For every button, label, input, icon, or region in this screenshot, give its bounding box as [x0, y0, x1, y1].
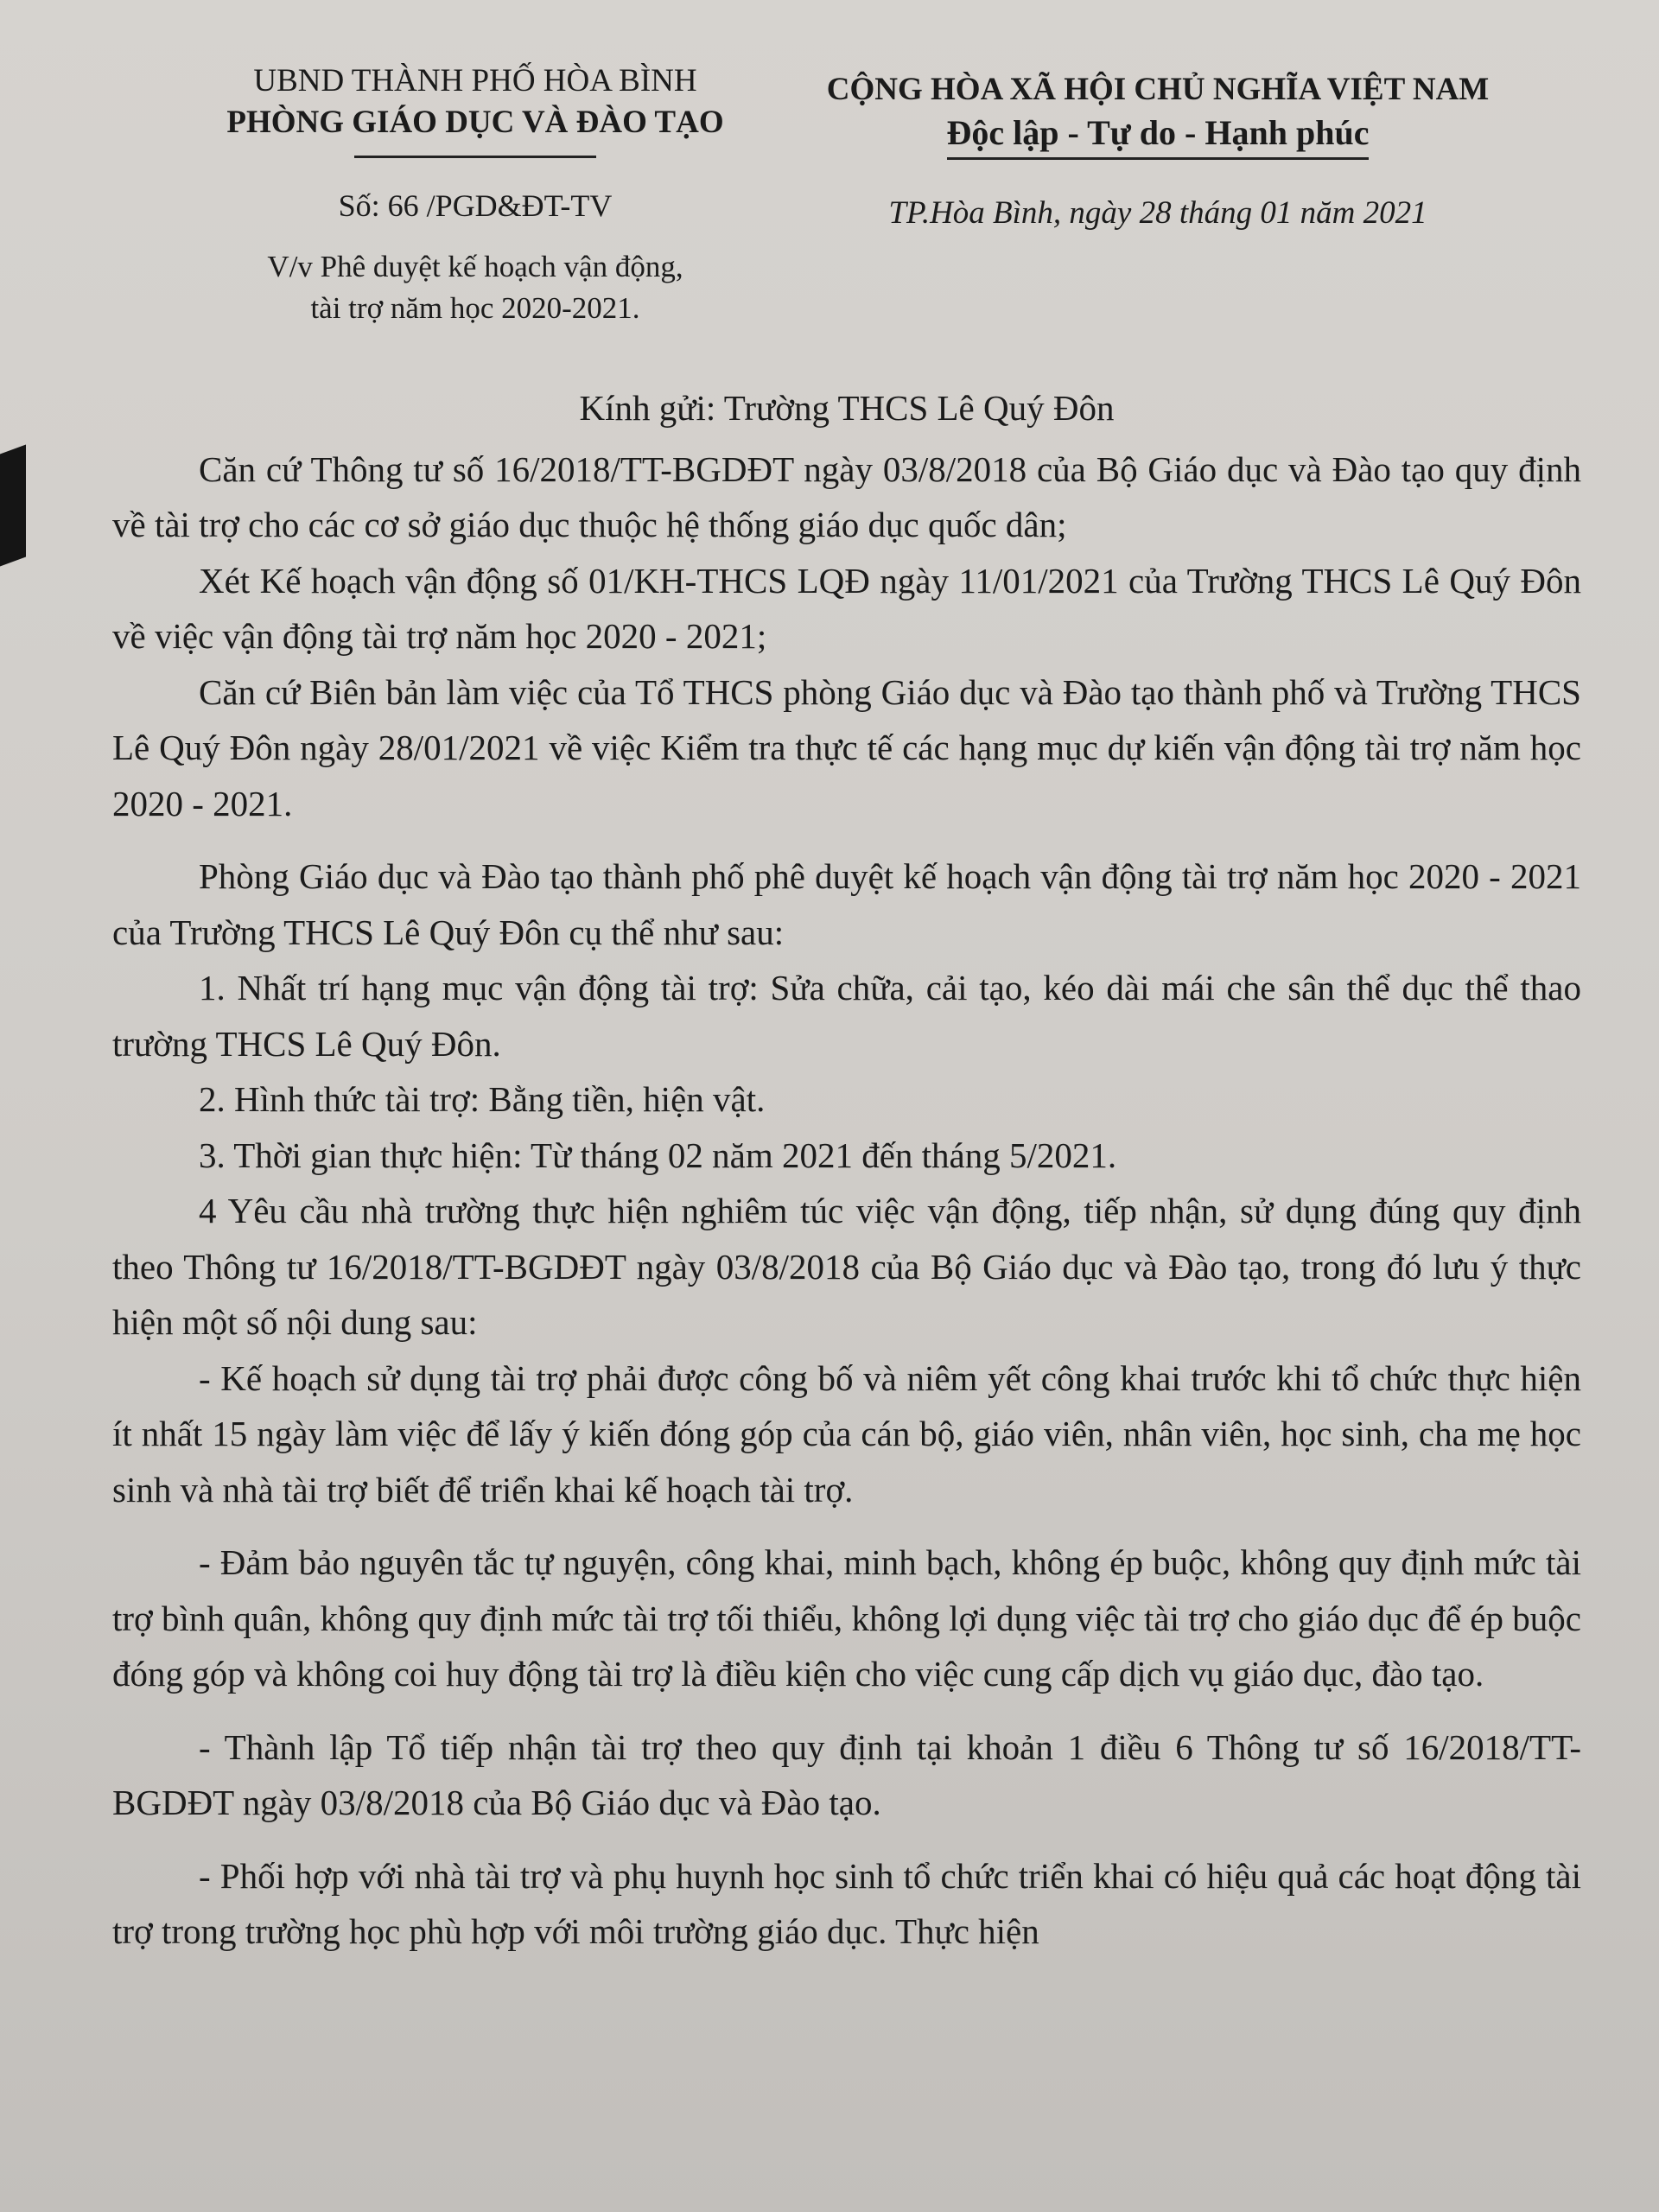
document-number: Số: 66 /PGD&ĐT-TV	[338, 188, 613, 223]
item-4: 4 Yêu cầu nhà trường thực hiện nghiêm túc việc vận động, tiếp nhận, sử dụng đúng quy định theo Thông tư 16/2018/TT-BGDĐT ngày 03/8/2018 của Bộ Giáo dục và Đào tạo, trong đó lưu ý thực hiện một số nội dung sau:	[112, 1191, 1581, 1342]
requirement-coordinate: - Phối hợp với nhà tài trợ và phụ huynh học sinh tổ chức triển khai có hiệu quả các hoạt động tài trợ trong trường học phù hợp với môi trường giáo dục. Thực hiện	[112, 1855, 1581, 1951]
document-body	[112, 380, 1581, 1960]
photo-shadow	[0, 445, 26, 567]
requirement-principles: - Đảm bảo nguyên tắc tự nguyện, công khai, minh bạch, không ép buộc, không quy định mức tài trợ bình quân, không quy định mức tài trợ tối thiểu, không lợi dụng việc tài trợ cho giáo dục để ép buộc đóng góp và không coi huy động tài trợ là điều kiện cho việc cung cấp dịch vụ giáo dục, đào tạo.	[112, 1542, 1581, 1694]
requirement-publish: - Kế hoạch sử dụng tài trợ phải được công bố và niêm yết công khai trước khi tổ chức thực hiện ít nhất 15 ngày làm việc để lấy ý kiến đóng góp của cán bộ, giáo viên, nhân viên, học sinh, cha mẹ học sinh và nhà tài trợ biết để triển khai kế hoạch tài trợ.	[112, 1357, 1581, 1510]
issuer-department: PHÒNG GIÁO DỤC VÀ ĐÀO TẠO	[226, 105, 724, 140]
subject-line-1: V/v Phê duyệt kế hoạch vận động,	[267, 250, 683, 283]
nation-block	[769, 69, 1547, 232]
issuer-underline	[354, 156, 596, 158]
recipient-line: Kính gửi: Trường THCS Lê Quý Đôn	[579, 388, 1115, 428]
paragraph-basis-circular: Căn cứ Thông tư số 16/2018/TT-BGDĐT ngày 03/8/2018 của Bộ Giáo dục và Đào tạo quy định về tài trợ cho các cơ sở giáo dục thuộc hệ thống giáo dục quốc dân;	[112, 448, 1581, 544]
dateline: TP.Hòa Bình, ngày 28 tháng 01 năm 2021	[888, 195, 1427, 231]
issuer-authority: UBND THÀNH PHỐ HÒA BÌNH	[253, 63, 697, 99]
item-2: 2. Hình thức tài trợ: Bằng tiền, hiện vật.	[199, 1079, 766, 1119]
requirement-committee: - Thành lập Tổ tiếp nhận tài trợ theo quy định tại khoản 1 điều 6 Thông tư số 16/2018/TT-BGDĐT ngày 03/8/2018 của Bộ Giáo dục và Đào tạo.	[112, 1726, 1581, 1822]
national-motto: Độc lập - Tự do - Hạnh phúc	[947, 111, 1370, 160]
paragraph-minutes: Căn cứ Biên bản làm việc của Tổ THCS phòng Giáo dục và Đào tạo thành phố và Trường THCS Lê Quý Đôn ngày 28/01/2021 về việc Kiểm tra thực tế các hạng mục dự kiến vận động tài trợ năm học 2020 - 2021.	[112, 671, 1581, 823]
item-1: 1. Nhất trí hạng mục vận động tài trợ: Sửa chữa, cải tạo, kéo dài mái che sân thể dục thể thao trường THCS Lê Quý Đôn.	[112, 968, 1581, 1064]
issuer-block	[173, 60, 778, 329]
item-3: 3. Thời gian thực hiện: Từ tháng 02 năm 2021 đến tháng 5/2021.	[199, 1135, 1117, 1175]
nation-title: CỘNG HÒA XÃ HỘI CHỦ NGHĨA VIỆT NAM	[826, 72, 1490, 107]
paragraph-plan-review: Xét Kế hoạch vận động số 01/KH-THCS LQĐ ngày 11/01/2021 của Trường THCS Lê Quý Đôn về việc vận động tài trợ năm học 2020 - 2021;	[112, 560, 1581, 656]
subject-line-2: tài trợ năm học 2020-2021.	[310, 291, 640, 325]
paragraph-approval: Phòng Giáo dục và Đào tạo thành phố phê duyệt kế hoạch vận động tài trợ năm học 2020 - 2021 của Trường THCS Lê Quý Đôn cụ thể như sau:	[112, 856, 1581, 952]
